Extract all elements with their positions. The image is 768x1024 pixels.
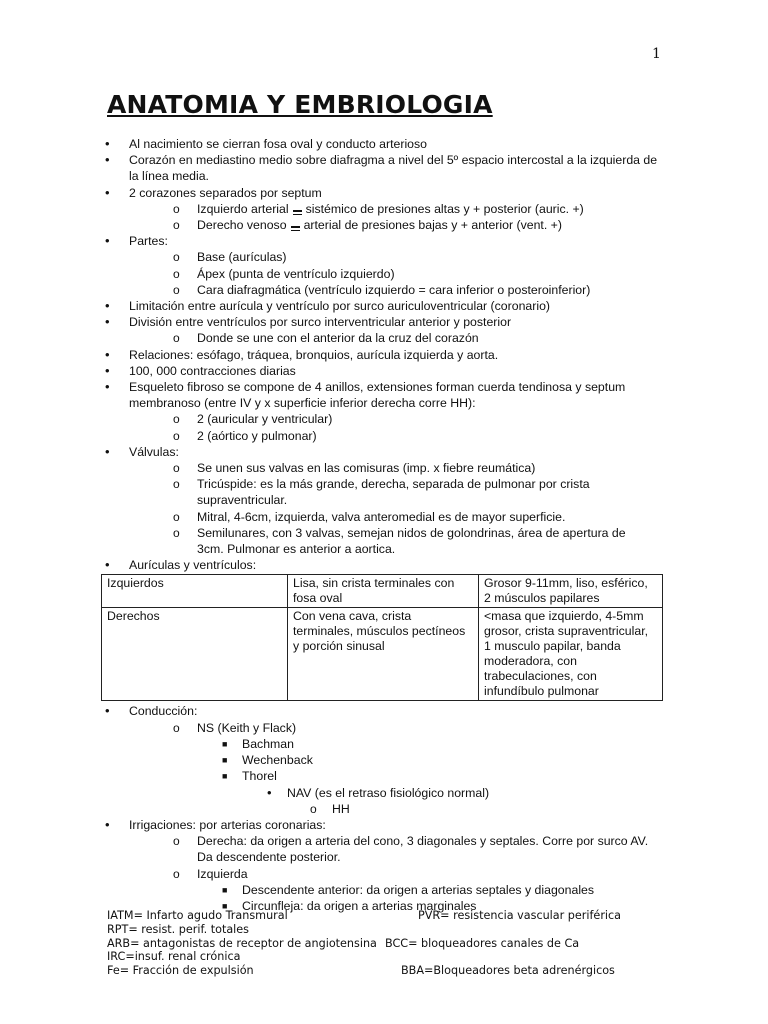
document-title: ANATOMIA Y EMBRIOLOGIA: [107, 90, 493, 119]
sub-item: o Tricúspide: es la más grande, derecha, separada de pulmonar por crista supraventricular.: [173, 477, 590, 508]
chambers-table: [101, 574, 663, 701]
page-number: 1: [652, 46, 661, 62]
abbrev-bcc: BCC= bloqueadores canales de Ca: [385, 936, 580, 950]
sub-item: o Izquierdo arterial sistémico de presiones altas y + posterior (auric. +): [173, 201, 584, 216]
circle-marker: o: [173, 461, 180, 476]
circle-marker: o: [173, 412, 180, 427]
level5-item: o HH: [310, 801, 350, 816]
bullet-item: • División entre ventrículos por surco interventricular anterior y posterior: [105, 314, 512, 330]
sub-sub-item: ■ Descendente anterior: da origen a arterias septales y diagonales: [222, 882, 595, 897]
square-marker: ■: [222, 755, 228, 766]
arrow-icon: [293, 210, 302, 215]
bullet-marker: •: [105, 233, 110, 249]
bullet-marker: •: [105, 703, 110, 719]
circle-marker: o: [173, 509, 180, 524]
sub-sub-item: ■ Bachman: [222, 736, 294, 751]
footer-row: [107, 950, 707, 964]
circle-marker: o: [173, 428, 180, 443]
square-marker: ■: [222, 884, 228, 895]
bullet-marker: •: [105, 314, 110, 330]
circle-marker: o: [173, 525, 180, 540]
sub-item: o Cara diafragmática (ventrículo izquierdo = cara inferior o posteroinferior): [173, 282, 591, 297]
circle-marker: o: [173, 720, 180, 735]
bullet-item: • Válvulas:: [105, 443, 179, 459]
square-marker: ■: [222, 900, 228, 911]
sub-sub-item: ■ Wechenback: [222, 753, 313, 768]
bullet-item: • Irrigaciones: por arterias coronarias:: [105, 816, 326, 832]
abbrev-iatm: IATM= Infarto agudo Transmural: [107, 909, 288, 922]
abbrev-bba: BBA=Bloqueadores beta adrenérgicos: [401, 964, 615, 978]
circle-marker: o: [173, 282, 180, 297]
bullet-item: • Al nacimiento se cierran fosa oval y conducto arterioso: [105, 136, 428, 151]
sub-item: o Base (aurículas): [173, 250, 287, 265]
bullet-item: • Corazón en mediastino medio sobre diafragma a nivel del 5º espacio intercostal a la izquierda de la línea media.: [105, 152, 658, 184]
table-cell: Lisa, sin crista terminales con fosa oval: [288, 575, 479, 608]
abbrev-rpt: RPT= resist. perif. totales: [107, 922, 250, 936]
bullet-marker: •: [105, 379, 110, 395]
footer-row: [107, 909, 707, 923]
footer-row: [107, 923, 707, 937]
table-row: [102, 575, 663, 608]
circle-marker: o: [173, 218, 180, 233]
table-cell: <masa que izquierdo, 4-5mm grosor, crista supraventricular, 1 musculo papilar, banda moderadora, con trabeculaciones, con infundíbulo pulmonar: [479, 608, 663, 701]
sub-item: o Donde se une con el anterior da la cruz del corazón: [173, 331, 479, 346]
abbreviations-footer: [107, 909, 707, 978]
bullet-marker: •: [105, 362, 110, 378]
sub-item: o Derecha: da origen a arteria del cono, 3 diagonales y septales. Corre por surco AV. Da descendente posterior.: [173, 834, 649, 865]
square-marker: ■: [222, 771, 228, 782]
sub-item: o 2 (aórtico y pulmonar): [173, 428, 317, 443]
bullet-item: • Esqueleto fibroso se compone de 4 anillos, extensiones forman cuerda tendinosa y septum membranoso (entre IV y x superficie inferior derecha corre HH):: [105, 379, 626, 411]
circle-marker: o: [173, 331, 180, 346]
circle-marker: o: [173, 266, 180, 281]
sub-sub-item: ■ Circunfleja: da origen a arterias marginales: [222, 898, 477, 913]
table-cell: Izquierdos: [102, 575, 288, 608]
circle-marker: o: [173, 250, 180, 265]
abbrev-fe: Fe= Fracción de expulsión: [107, 964, 254, 978]
sub-item: o NS (Keith y Flack): [173, 720, 297, 735]
bullet-marker: •: [105, 136, 110, 151]
level4-item: • NAV (es el retraso fisiológico normal): [267, 784, 490, 800]
circle-marker: o: [310, 801, 317, 816]
bullet-marker: •: [105, 816, 110, 832]
bullet-item: • Conducción:: [105, 703, 198, 719]
sub-item: o Ápex (punta de ventrículo izquierdo): [173, 266, 395, 281]
sub-item: o Mitral, 4-6cm, izquierda, valva anteromedial es de mayor superficie.: [173, 509, 566, 524]
sub-sub-item: ■ Thorel: [222, 769, 277, 784]
sub-item: o Se unen sus valvas en las comisuras (imp. x fiebre reumática): [173, 461, 536, 476]
bullet-item: • Relaciones: esófago, tráquea, bronquios, aurícula izquierda y aorta.: [105, 346, 499, 362]
abbrev-pvr: PVR= resistencia vascular periférica: [418, 909, 622, 922]
circle-marker: o: [173, 477, 180, 492]
bullet-marker: •: [267, 784, 272, 800]
bullet-marker: •: [105, 298, 110, 314]
table-cell: Derechos: [102, 608, 288, 701]
bullet-marker: •: [105, 152, 110, 168]
sub-item: o 2 (auricular y ventricular): [173, 412, 333, 427]
footer-row: [107, 937, 707, 951]
sub-item: o Izquierda: [173, 866, 248, 881]
circle-marker: o: [173, 834, 180, 849]
table-cell: Con vena cava, crista terminales, músculos pectíneos y porción sinusal: [288, 608, 479, 701]
bullet-marker: •: [105, 443, 110, 459]
arrow-icon: [291, 226, 300, 231]
bullet-marker: •: [105, 346, 110, 362]
document-body: [0, 136, 768, 914]
bullet-item: • Aurículas y ventrículos:: [105, 557, 257, 573]
abbrev-arb: ARB= antagonistas de receptor de angiotensina: [107, 936, 377, 950]
bullet-marker: •: [105, 184, 110, 200]
bullet-item: • 100, 000 contracciones diarias: [105, 362, 296, 378]
bullet-item: • Partes:: [105, 233, 168, 249]
circle-marker: o: [173, 866, 180, 881]
abbrev-irc: IRC=insuf. renal crónica: [107, 950, 241, 964]
table-cell: Grosor 9-11mm, liso, esférico, 2 músculos papilares: [479, 575, 663, 608]
square-marker: ■: [222, 738, 228, 749]
sub-item: o Derecho venoso arterial de presiones bajas y + anterior (vent. +): [173, 218, 562, 233]
footer-row: [107, 964, 707, 978]
bullet-item: • 2 corazones separados por septum: [105, 184, 322, 200]
table-row: [102, 608, 663, 701]
bullet-marker: •: [105, 557, 110, 573]
circle-marker: o: [173, 201, 180, 216]
bullet-item: • Limitación entre aurícula y ventrículo por surco auriculoventricular (coronario): [105, 298, 551, 314]
sub-item: o Semilunares, con 3 valvas, semejan nidos de golondrinas, área de apertura de 3cm. Pulmonar es anterior a aortica.: [173, 525, 626, 557]
